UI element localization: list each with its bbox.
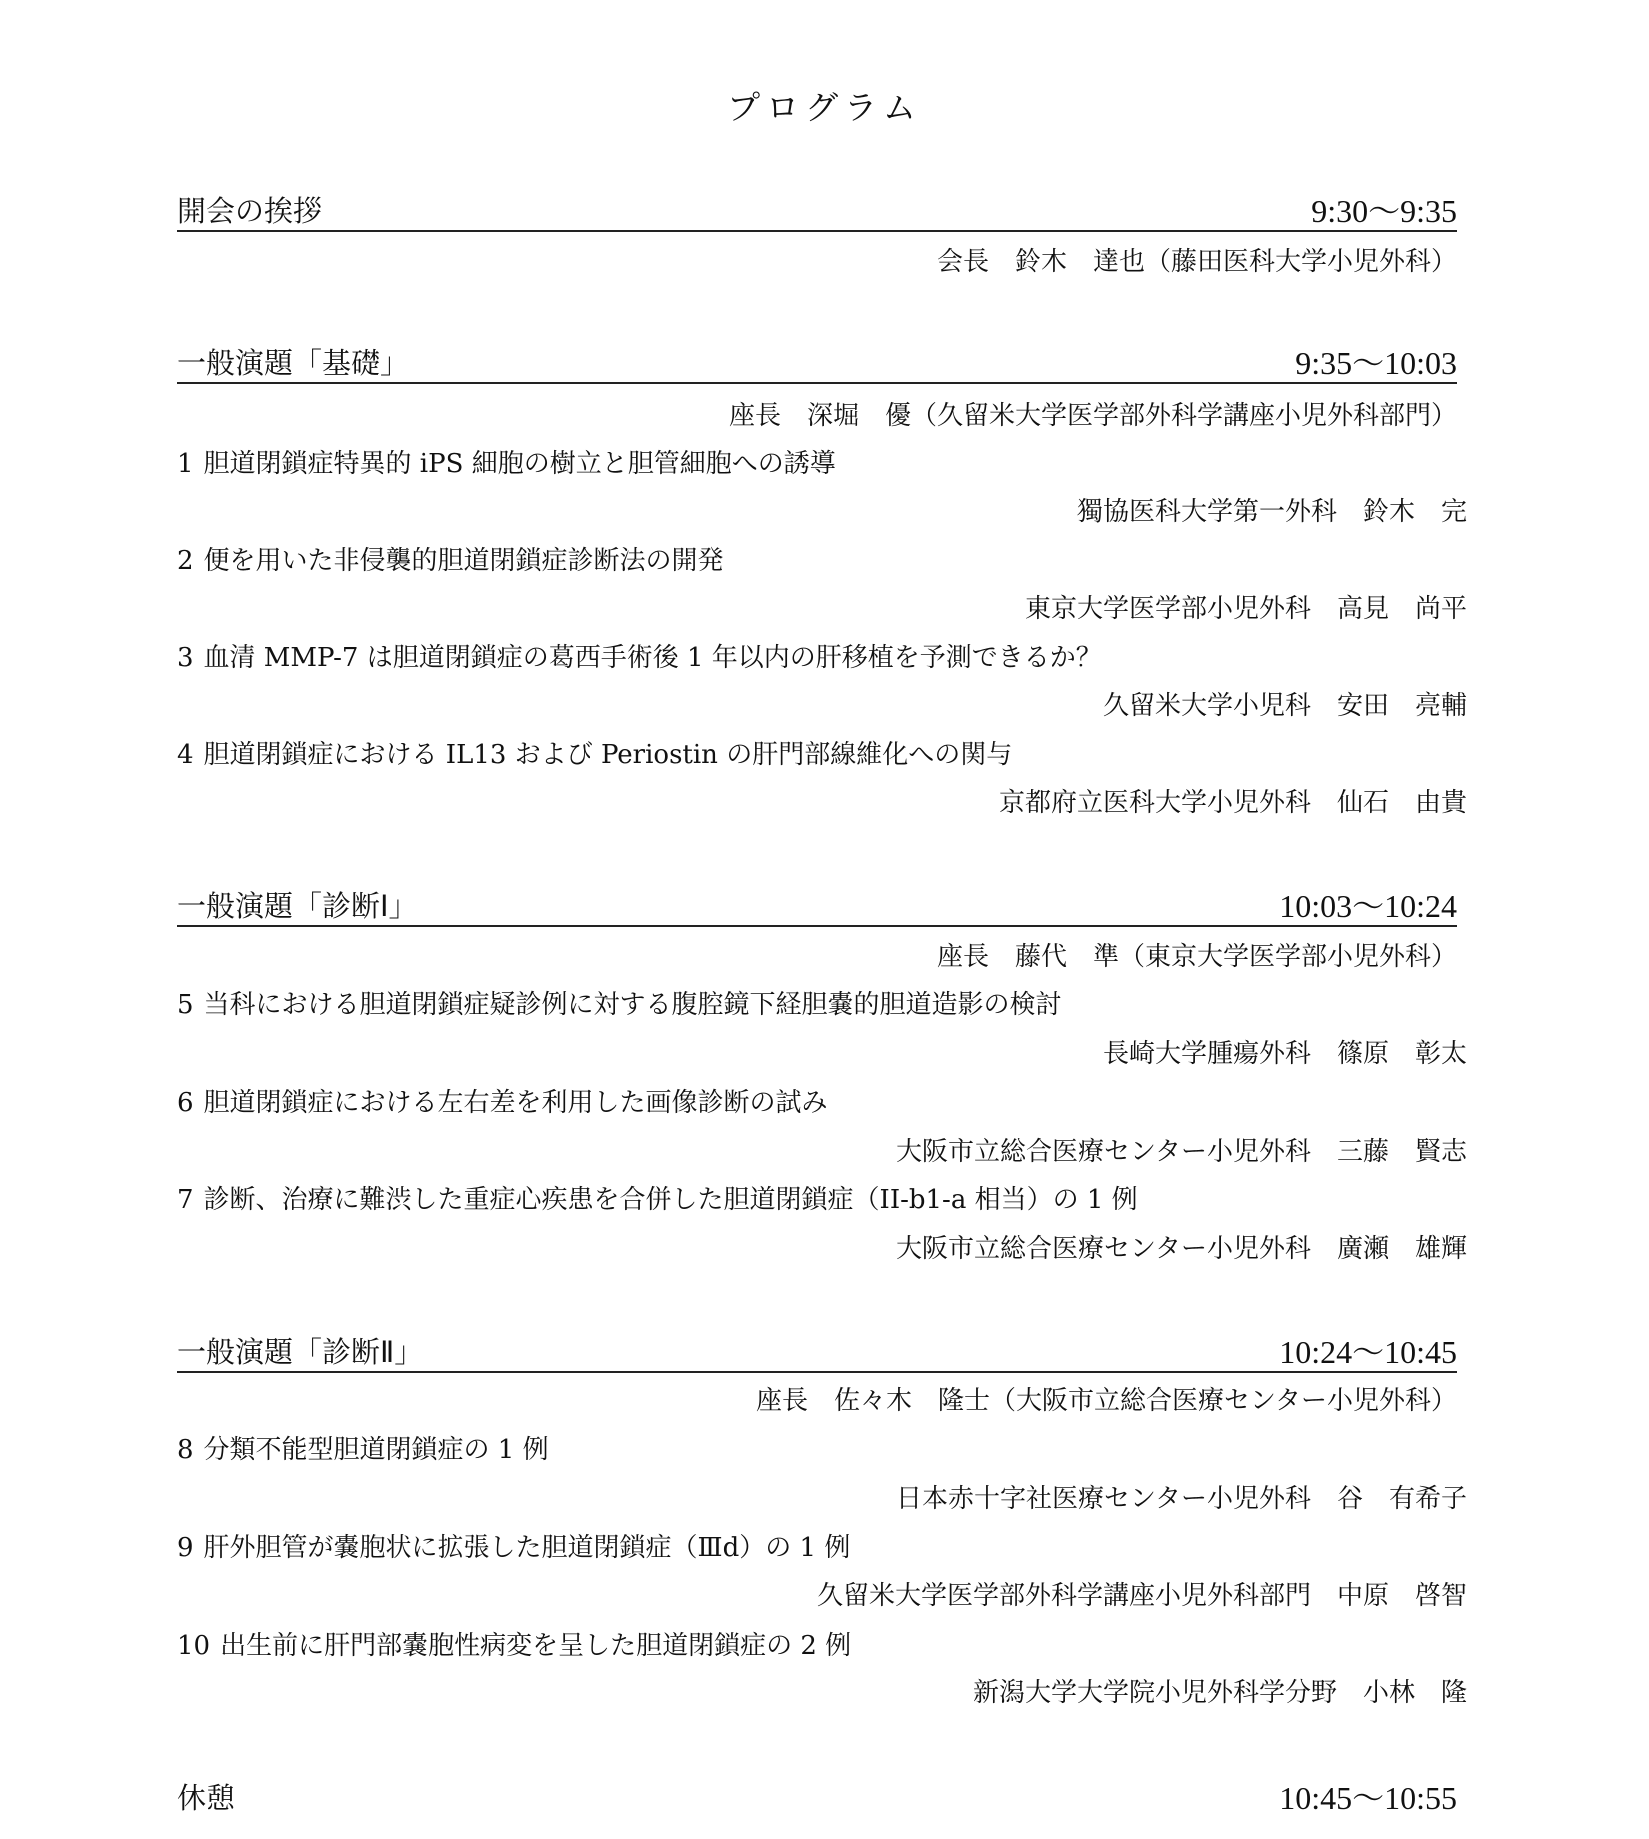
presentation-number: 10 — [177, 1631, 211, 1661]
presentation-title — [177, 735, 1467, 775]
presentation-title-text: 分類不能型胆道閉鎖症の 1 例 — [203, 1435, 549, 1465]
presenter-affiliation: 大阪市立総合医療センター小児外科 三藤 賢志 — [896, 1137, 1467, 1167]
presentation-number: 8 — [177, 1435, 194, 1465]
presentation-number: 3 — [177, 643, 194, 673]
presentation-number: 5 — [177, 990, 194, 1020]
presenter-affiliation: 京都府立医科大学小児外科 仙石 由貴 — [998, 788, 1467, 818]
presenter-affiliation: 久留米大学小児科 安田 亮輔 — [1102, 691, 1467, 721]
presenter-affiliation: 久留米大学医学部外科学講座小児外科部門 中原 啓智 — [816, 1581, 1467, 1611]
opening-speaker: 会長 鈴木 達也（藤田医科大学小児外科） — [936, 247, 1457, 277]
section-title: 休憩 — [177, 1781, 236, 1815]
presentation-title — [177, 444, 1467, 484]
session-chair: 座長 佐々木 隆士（大阪市立総合医療センター小児外科） — [756, 1386, 1457, 1416]
presenter-affiliation: 獨協医科大学第一外科 鈴木 完 — [1076, 497, 1467, 527]
presenter-affiliation: 日本赤十字社医療センター小児外科 谷 有希子 — [896, 1484, 1467, 1514]
presentation-number: 2 — [177, 546, 194, 576]
session-chair: 座長 藤代 準（東京大学医学部小児外科） — [936, 942, 1457, 972]
section-time: 10:45〜10:55 — [1279, 1780, 1457, 1816]
presentation-title-text: 診断、治療に難渋した重症心疾患を合併した胆道閉鎖症（II-b1-a 相当）の 1 例 — [203, 1185, 1138, 1215]
section-time: 9:35〜10:03 — [1295, 345, 1457, 381]
session-chair: 座長 深堀 優（久留米大学医学部外科学講座小児外科部門） — [728, 401, 1457, 431]
section-heading-diagnosis-1 — [177, 887, 1457, 927]
presentation-title — [177, 1626, 1467, 1666]
presentation-title — [177, 638, 1467, 678]
presentation-title — [177, 985, 1467, 1025]
section-heading-break — [177, 1778, 1457, 1818]
section-time: 10:24〜10:45 — [1279, 1334, 1457, 1370]
presentation-number: 6 — [177, 1088, 194, 1118]
presentation-number: 1 — [177, 449, 194, 479]
presentation-title-text: 胆道閉鎖症における IL13 および Periostin の肝門部線維化への関与 — [203, 740, 1013, 770]
section-heading-opening — [177, 192, 1457, 232]
presentation-title-text: 胆道閉鎖症における左右差を利用した画像診断の試み — [203, 1088, 828, 1118]
page-title: プログラム — [727, 88, 922, 127]
presentation-title-text: 血清 MMP-7 は胆道閉鎖症の葛西手術後 1 年以内の肝移植を予測できるか？ — [203, 643, 1102, 673]
section-title: 一般演題「基礎」 — [177, 346, 410, 380]
section-title: 一般演題「診断Ⅰ」 — [177, 889, 418, 923]
section-heading-basic — [177, 344, 1457, 384]
section-title: 開会の挨拶 — [177, 194, 323, 228]
presenter-affiliation: 大阪市立総合医療センター小児外科 廣瀬 雄輝 — [896, 1234, 1467, 1264]
section-title: 一般演題「診断Ⅱ」 — [177, 1335, 424, 1369]
presenter-affiliation: 長崎大学腫瘍外科 篠原 彰太 — [1102, 1039, 1467, 1069]
section-heading-diagnosis-2 — [177, 1333, 1457, 1373]
section-time: 9:30〜9:35 — [1311, 193, 1457, 229]
presentation-title-text: 便を用いた非侵襲的胆道閉鎖症診断法の開発 — [203, 546, 724, 576]
presentation-number: 9 — [177, 1533, 194, 1563]
presentation-number: 7 — [177, 1185, 194, 1215]
presentation-title — [177, 541, 1467, 581]
presentation-number: 4 — [177, 740, 194, 770]
presentation-title-text: 当科における胆道閉鎖症疑診例に対する腹腔鏡下経胆嚢的胆道造影の検討 — [203, 990, 1062, 1020]
presentation-title — [177, 1083, 1467, 1123]
section-time: 10:03〜10:24 — [1279, 888, 1457, 924]
presentation-title-text: 胆道閉鎖症特異的 iPS 細胞の樹立と胆管細胞への誘導 — [203, 449, 836, 479]
presenter-affiliation: 東京大学医学部小児外科 高見 尚平 — [1024, 594, 1467, 624]
presentation-title-text: 出生前に肝門部嚢胞性病変を呈した胆道閉鎖症の 2 例 — [220, 1631, 852, 1661]
presentation-title — [177, 1528, 1467, 1568]
presenter-affiliation: 新潟大学大学院小児外科学分野 小林 隆 — [972, 1678, 1467, 1708]
presentation-title — [177, 1180, 1467, 1220]
presentation-title-text: 肝外胆管が嚢胞状に拡張した胆道閉鎖症（Ⅲd）の 1 例 — [203, 1533, 851, 1563]
presentation-title — [177, 1430, 1467, 1470]
